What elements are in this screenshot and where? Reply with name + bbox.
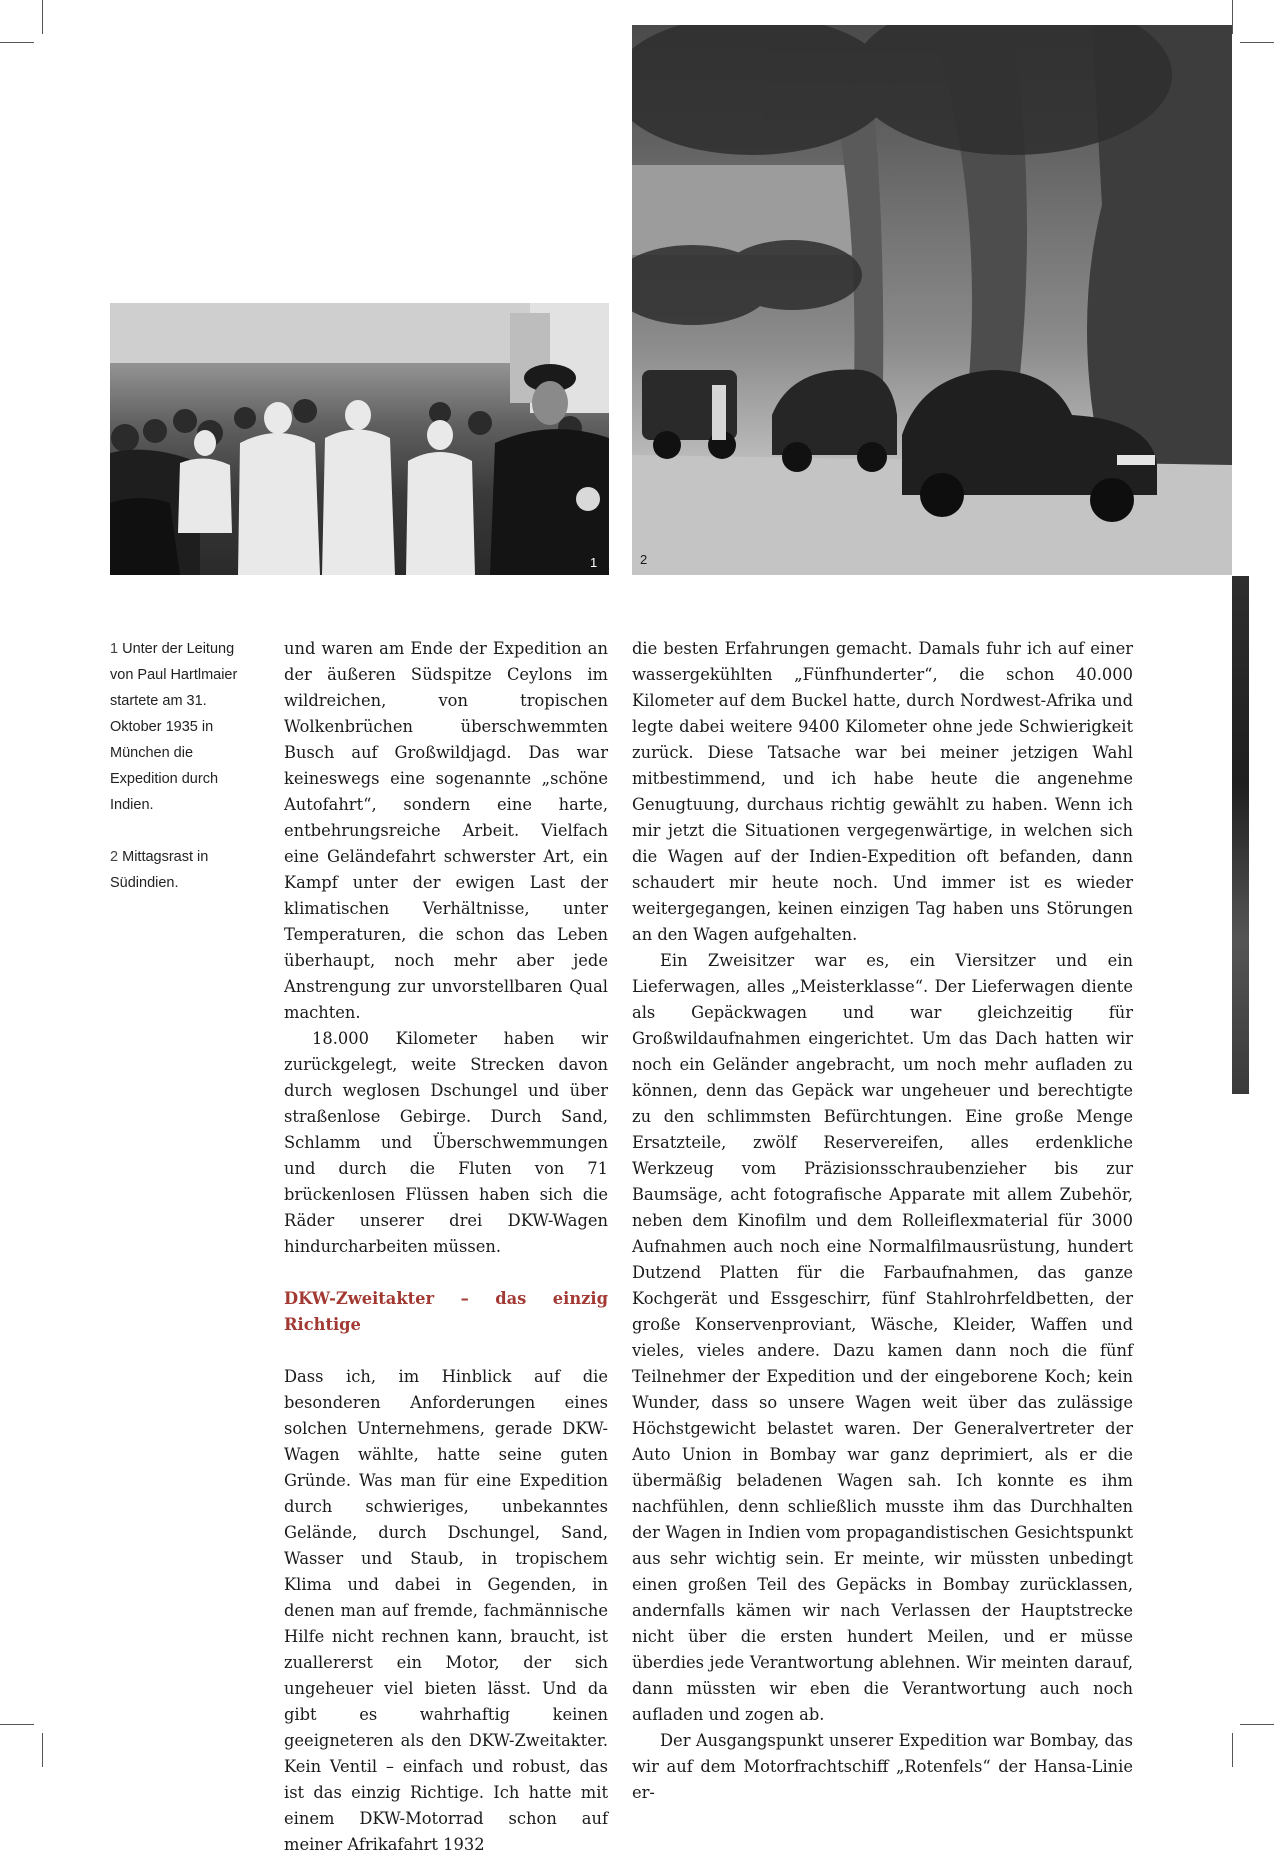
- photo-expedition-crew: [110, 303, 609, 575]
- paragraph: die besten Erfahrungen gemacht. Damals fuhr ich auf einer wassergekühlten „Fünfhunderter“, die schon 40.000 Kilometer auf dem Buckel hatte, durch Nordwest-Afrika und legte dabei weitere 9400 Kilometer ohne jede Schwierigkeit zurück. Diese Tatsache war bei meiner jetzigen Wahl mitbestimmend, und ich habe heute die angenehme Genugtuung, durchaus richtig gewählt zu haben. Wenn ich mir jetzt die Situationen vergegenwärtige, in welchen sich die Wagen auf der Indien-Expedition oft befanden, dann schaudert mir heute noch. Und immer ist es wieder weitergegangen, keinen einzigen Tag haben uns Störungen an den Wagen aufgehalten.: [632, 639, 1133, 944]
- caption-1: [110, 636, 260, 818]
- paragraph: 18.000 Kilometer haben wir zurückgelegt, weite Strecken davon durch weglosen Dschungel und über straßenlose Gebirge. Durch Sand, Schlamm und Überschwemmungen und durch die Fluten von 71 brückenlosen Flüssen haben sich die Räder unserer drei DKW-Wagen hindurcharbeiten müssen.: [284, 1029, 608, 1256]
- paragraph: und waren am Ende der Expedition an der äußeren Südspitze Ceylons im wildreichen, von tropischen Wolkenbrüchen überschwemmten Busch auf Großwildjagd. Das war keineswegs eine sogenannte „schöne Autofahrt“, sondern eine harte, entbehrungsreiche Arbeit. Vielfach eine Geländefahrt schwerster Art, ein Kampf unter der ewigen Last der klimatischen Verhältnisse, unter Temperaturen, die schon das Leben überhaupt, noch mehr aber jede Anstrengung zur unvorstellbaren Qual machten.: [284, 639, 608, 1022]
- photo-midday-rest-illustration: [632, 25, 1232, 575]
- crop-mark: [1240, 1724, 1274, 1725]
- paragraph: Dass ich, im Hinblick auf die besonderen Anforderungen eines solchen Unternehmens, gerade DKW-Wagen wählte, hatte seine guten Gründe. Was man für eine Expedition durch schwieriges, unbekanntes Gelände, durch Dschungel, Sand, Wasser und Staub, in tropischem Klima und dabei in Gegenden, in denen man auf fremde, fachmännische Hilfe nicht rechnen kann, braucht, ist zuallererst ein Motor, der sich ungeheuer viel bieten lässt. Und da gibt es wahrhaftig keinen geeigneteren als den DKW-Zweitakter. Kein Ventil – einfach und robust, das ist das einzig Richtige. Ich hatte mit einem DKW-Motorrad schon auf meiner Afrikafahrt 1932: [284, 1367, 608, 1854]
- section-subheading: DKW-Zweitakter – das einzig Richtige: [284, 1289, 608, 1334]
- photo-captions: [110, 636, 260, 922]
- crop-mark: [0, 42, 34, 43]
- body-column-1: [284, 636, 608, 1858]
- caption-number: 1: [110, 641, 119, 657]
- paragraph: Der Ausgangspunkt unserer Expedition war Bombay, das wir auf dem Motorfrachtschiff „Rotenfels“ der Hansa-Linie er-: [632, 1731, 1133, 1802]
- photo-expedition-crew-illustration: [110, 303, 609, 575]
- caption-text: Unter der Leitung von Paul Hartlmaier startete am 31. Oktober 1935 in München die Expedition durch Indien.: [110, 641, 238, 813]
- photo-number: 2: [640, 552, 648, 567]
- crop-mark: [1240, 42, 1274, 43]
- paragraph: Ein Zweisitzer war es, ein Viersitzer und ein Lieferwagen, alles „Meisterklasse“. Der Lieferwagen diente als Gepäckwagen und war gleichzeitig für Großwildaufnahmen eingerichtet. Um das Dach hatten wir noch ein Geländer angebracht, um noch mehr aufladen zu können, denn das Gepäck war ungeheuer und berechtigte zu den schlimmsten Befürchtungen. Eine große Menge Ersatzteile, zwölf Reservereifen, alles erdenkliche Werkzeug vom Präzisionsschraubenzieher bis zur Baumsäge, acht fotografische Apparate mit allem Zubehör, neben dem Kinofilm und dem Rolleiflexmaterial für 3000 Aufnahmen auch noch eine Normalfilmausrüstung, hundert Dutzend Platten für die Farbaufnahmen, das ganze Kochgerät und Essgeschirr, fünf Stahlrohrfeldbetten, der große Konservenproviant, Wäsche, Kleider, Waffen und vieles, vieles andere. Dazu kamen dann noch die fünf Teilnehmer der Expedition und der eingeborene Koch; kein Wunder, dass so unsere Wagen weit über das zulässige Höchstgewicht belastet waren. Der Generalvertreter der Auto Union in Bombay war ganz deprimiert, als er die übermäßig beladenen Wagen sah. Ich konnte es ihm nachfühlen, denn schließlich musste ihm das Durchhalten der Wagen in Indien vom propagandistischen Gesichtspunkt aus sehr wichtig sein. Er meinte, wir müssten unbedingt einen großen Teil des Gepäcks in Bombay zurücklassen, andernfalls kämen wir nach Verlassen der Hauptstrecke nicht über die ersten hundert Meilen, und er müsse überdies jede Verantwortung ablehnen. Wir meinten darauf, dann müssten wir eben die Verantwortung auch noch aufladen und zogen ab.: [632, 951, 1133, 1724]
- crop-mark: [1232, 1733, 1233, 1767]
- crop-mark: [42, 0, 43, 34]
- photo-number: 1: [590, 555, 598, 570]
- crop-mark: [1232, 0, 1233, 34]
- caption-number: 2: [110, 849, 119, 865]
- caption-2: [110, 844, 260, 896]
- next-page-photo-edge: [1232, 576, 1249, 1094]
- body-column-2: [632, 636, 1133, 1806]
- caption-text: Mittagsrast in Südindien.: [110, 849, 209, 891]
- photo-midday-rest: [632, 25, 1232, 575]
- crop-mark: [0, 1724, 34, 1725]
- crop-mark: [42, 1733, 43, 1767]
